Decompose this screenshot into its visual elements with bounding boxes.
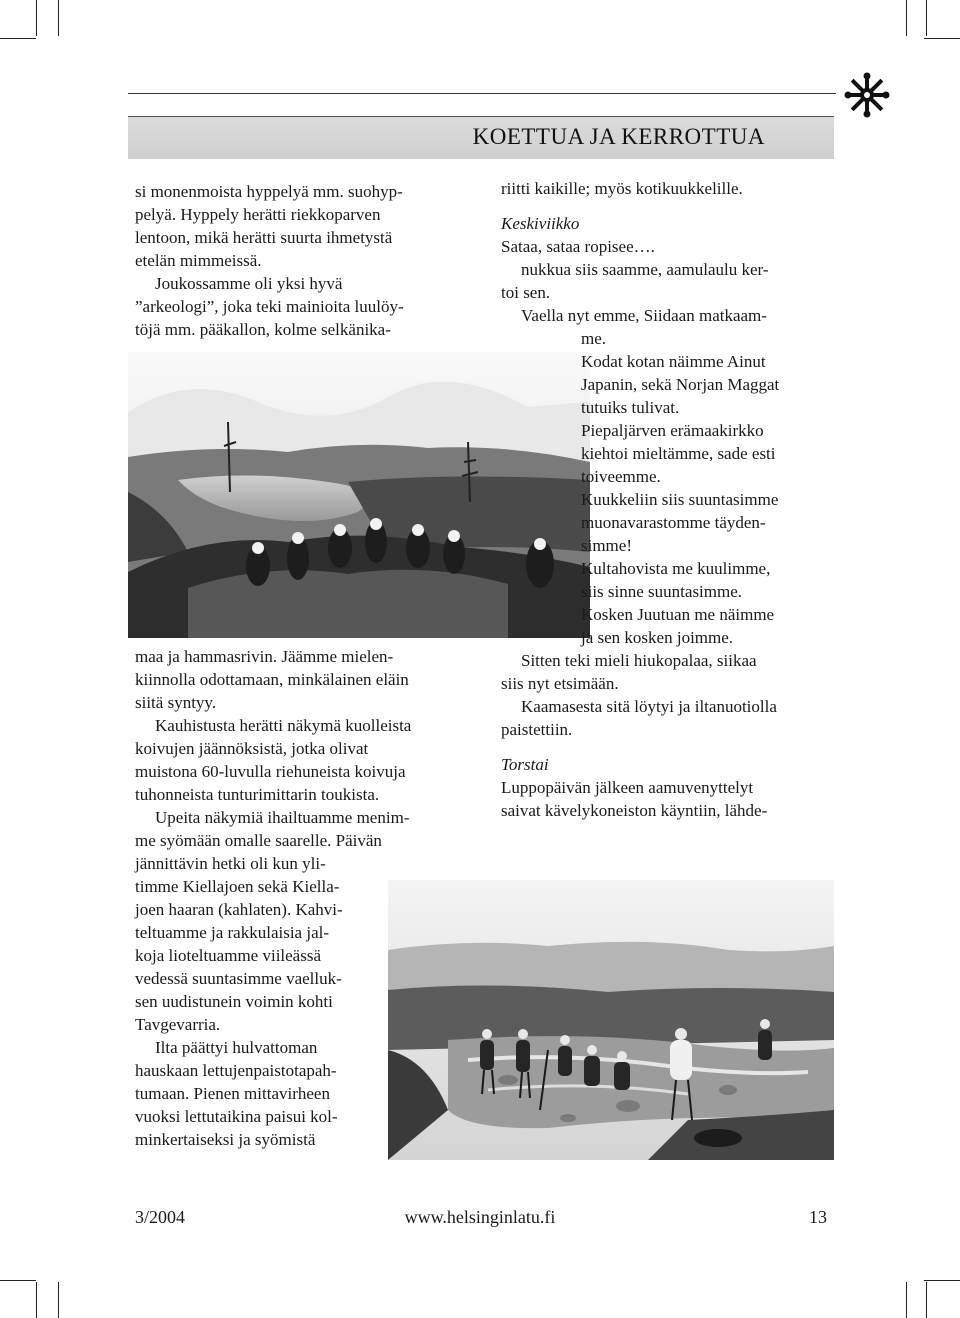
poem-line: Sataa, sataa ropisee…. <box>501 237 655 256</box>
poem-line: tutuiks tulivat. <box>581 398 680 417</box>
header-rule <box>128 93 836 94</box>
text-line: Kauhistusta herätti näkymä kuolleista <box>155 716 412 735</box>
right-column <box>501 177 836 822</box>
text-line: lentoon, mikä herätti suurta ihmetystä <box>135 228 393 247</box>
text-line: hauskaan lettujenpaistotapah- <box>135 1061 337 1080</box>
text-line: me syömään omalle saarelle. Päivän <box>135 831 382 850</box>
poem-line: muonavarastomme täyden- <box>581 513 766 532</box>
text-line: koivujen jäännöksistä, jotka olivat <box>135 739 369 758</box>
text-line: tuhonneista tunturimittarin toukista. <box>135 785 380 804</box>
poem-line: Vaella nyt emme, Siidaan matkaam- <box>521 306 767 325</box>
footer-url: www.helsinginlatu.fi <box>404 1207 556 1227</box>
crop-mark <box>906 1282 907 1318</box>
text-line: ”arkeologi”, joka teki mainioita luulöy- <box>135 297 404 316</box>
text-line: saivat kävelykoneiston käyntiin, lähde- <box>501 801 768 820</box>
text-line: vuoksi lettutaikina paisui kol- <box>135 1107 338 1126</box>
day-heading-thursday: Torstai <box>501 755 549 774</box>
text-line: joen haaran (kahlaten). Kahvi- <box>135 900 343 919</box>
poem-line: toiveemme. <box>581 467 661 486</box>
text-line: jännittävin hetki oli kun yli- <box>135 854 326 873</box>
poem-line: ja sen kosken joimme. <box>581 628 734 647</box>
text-line: muistona 60-luvulla riehuneista koivuja <box>135 762 406 781</box>
text-line: Sitten teki mieli hiukopalaa, siikaa <box>521 651 757 670</box>
text-line: riitti kaikille; myös kotikuukkelille. <box>501 179 743 198</box>
crop-mark <box>36 0 37 36</box>
crop-mark <box>926 0 927 36</box>
footer-issue: 3/2004 <box>135 1207 186 1227</box>
crop-mark <box>906 0 907 36</box>
poem-line: siis sinne suuntasimme. <box>581 582 743 601</box>
text-line: koja lioteltuamme viileässä <box>135 946 322 965</box>
text-line: teltuamme ja rakkulaisia jal- <box>135 923 330 942</box>
text-line: Kaamasesta sitä löytyi ja iltanuotiolla <box>521 697 777 716</box>
text-line: kiinnolla odottamaan, minkälainen eläin <box>135 670 409 689</box>
text-line: maa ja hammasrivin. Jäämme mielen- <box>135 647 394 666</box>
text-line: Joukossamme oli yksi hyvä <box>155 274 343 293</box>
crop-mark <box>58 0 59 36</box>
poem-line: Japanin, sekä Norjan Maggat <box>581 375 780 394</box>
day-heading-wednesday: Keskiviikko <box>501 214 580 233</box>
text-line: si monenmoista hyppelyä mm. suohyp- <box>135 182 403 201</box>
poem-line: me. <box>581 329 607 348</box>
snowflake-icon <box>844 72 890 118</box>
text-line: vedessä suuntasimme vaelluk- <box>135 969 342 988</box>
poem-line: toi sen. <box>501 283 551 302</box>
crop-mark <box>0 1280 36 1281</box>
text-line: siitä syntyy. <box>135 693 217 712</box>
footer-page-number: 13 <box>809 1207 827 1227</box>
text-line: paistettiin. <box>501 720 573 739</box>
text-line: sen uudistunein voimin kohti <box>135 992 333 1011</box>
river-crossing-photo <box>388 880 834 1160</box>
crop-mark <box>36 1282 37 1318</box>
text-line: tumaan. Pienen mittavirheen <box>135 1084 330 1103</box>
poem-line: Kodat kotan näimme Ainut <box>581 352 766 371</box>
crop-mark <box>926 1282 927 1318</box>
text-line: Upeita näkymiä ihailtuamme menim- <box>155 808 410 827</box>
text-line: Ilta päättyi hulvattoman <box>155 1038 318 1057</box>
text-line: töjä mm. pääkallon, kolme selkänika- <box>135 320 391 339</box>
text-line: Tavgevarria. <box>135 1015 221 1034</box>
text-line: siis nyt etsimään. <box>501 674 619 693</box>
section-title: KOETTUA JA KERROTTUA <box>472 124 765 149</box>
crop-mark <box>58 1282 59 1318</box>
poem-line: Kultahovista me kuulimme, <box>581 559 771 578</box>
text-line: Luppopäivän jälkeen aamuvenyttelyt <box>501 778 754 797</box>
poem-line: nukkua siis saamme, aamulaulu ker- <box>521 260 769 279</box>
poem-line: simme! <box>581 536 632 555</box>
text-line: timme Kiellajoen sekä Kiella- <box>135 877 340 896</box>
crop-mark <box>924 38 960 39</box>
crop-mark <box>0 38 36 39</box>
poem-line: Piepaljärven erämaakirkko <box>581 421 764 440</box>
left-column-top <box>135 180 480 341</box>
text-line: etelän mimmeissä. <box>135 251 262 270</box>
poem-line: Kuukkeliin siis suuntasimme <box>581 490 779 509</box>
crop-mark <box>924 1280 960 1281</box>
poem-line: Kosken Juutuan me näimme <box>581 605 775 624</box>
poem-line: kiehtoi mieltämme, sade esti <box>581 444 776 463</box>
text-line: pelyä. Hyppely herätti riekkoparven <box>135 205 381 224</box>
text-line: minkertaiseksi ja syömistä <box>135 1130 316 1149</box>
